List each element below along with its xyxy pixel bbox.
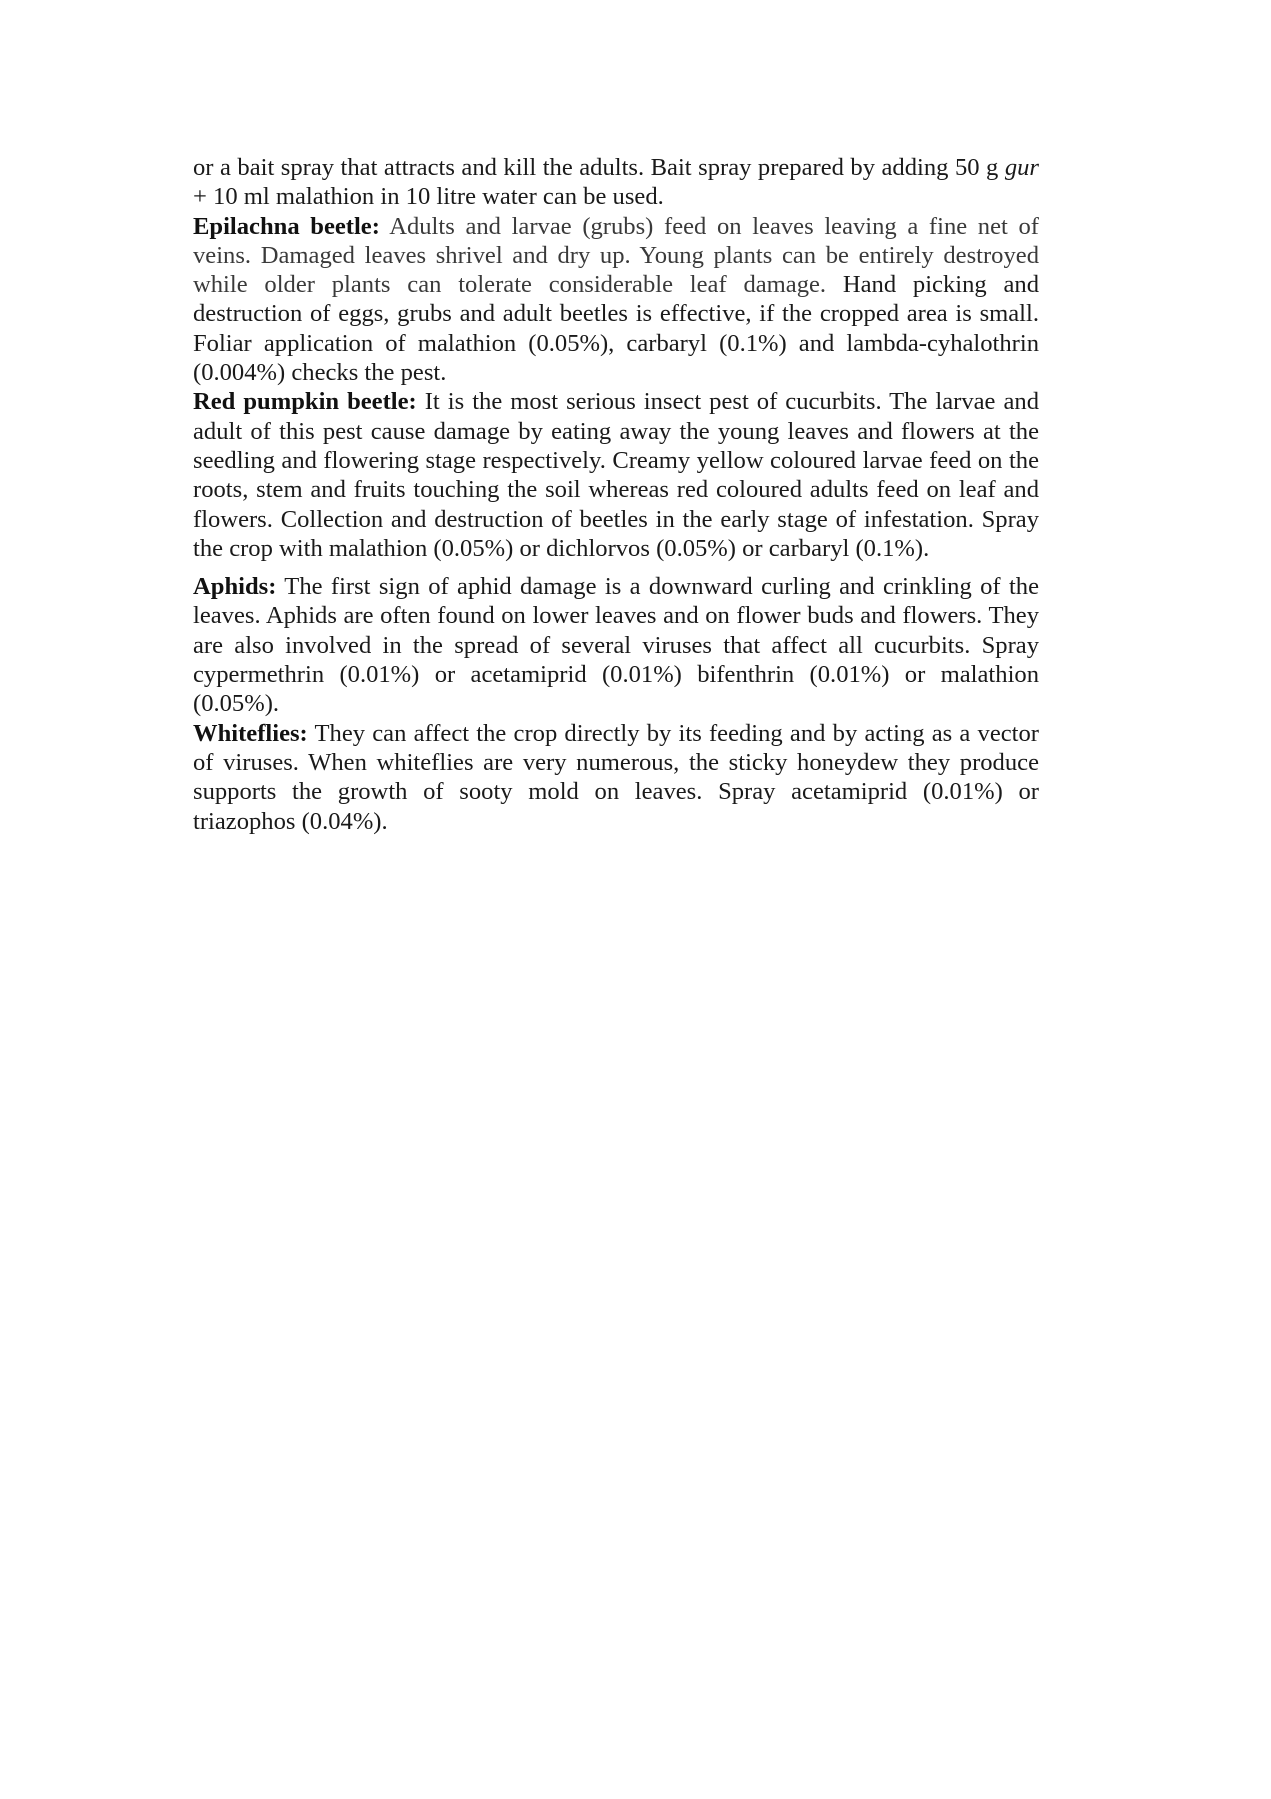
bait-spray-text-2: + 10 ml malathion in 10 litre water can be used. bbox=[193, 183, 664, 211]
aphids-text: The first sign of aphid damage is a downward curling and crinkling of the leaves. Aphids are often found on lower leaves and on flower buds and flowers. They are also involved in the spread of several viruses that affect all cucurbits. Spray cypermethrin (0.01%) or acetamiprid (0.01%) bifenthrin (0.01%) or malathion (0.05%). bbox=[193, 573, 1039, 718]
bait-spray-italic-term: gur bbox=[1004, 154, 1039, 181]
bait-spray-text-1: or a bait spray that attracts and kill the adults. Bait spray prepared by adding 50 g bbox=[193, 154, 1005, 181]
document-body bbox=[193, 153, 1039, 836]
whiteflies-heading: Whiteflies: bbox=[193, 719, 308, 747]
aphids-heading: Aphids: bbox=[193, 573, 277, 601]
red-pumpkin-beetle-heading: Red pumpkin beetle: bbox=[193, 388, 417, 416]
epilachna-beetle-text-2: Hand picking and destruction of eggs, grubs and adult beetles is effective, if the cropped area is small. Foliar application of malathion (0.05%), carbaryl (0.1%) and lambda-cyhalothrin (0.004%) checks the pest. bbox=[193, 271, 1039, 387]
whiteflies-text: They can affect the crop directly by its feeding and by acting as a vector of viruses. When whiteflies are very numerous, the sticky honeydew they produce supports the growth of sooty mold on leaves. Spray acetamiprid (0.01%) or triazophos (0.04%). bbox=[193, 719, 1039, 835]
paragraph-whiteflies bbox=[193, 719, 1039, 836]
epilachna-beetle-text-1: Adults and larvae (grubs) feed on leaves leaving a fine net of veins. Damaged leaves shrivel and dry up. Young plants can be entirely destroyed while older plants can tolerate considerable leaf damage. bbox=[193, 212, 1039, 299]
paragraph-epilachna-beetle bbox=[193, 212, 1039, 388]
paragraph-aphids bbox=[193, 572, 1039, 718]
paragraph-red-pumpkin-beetle bbox=[193, 387, 1039, 563]
paragraph-bait-spray bbox=[193, 153, 1039, 212]
epilachna-beetle-heading: Epilachna beetle: bbox=[193, 212, 380, 240]
red-pumpkin-beetle-text: It is the most serious insect pest of cucurbits. The larvae and adult of this pest cause damage by eating away the young leaves and flowers at the seedling and flowering stage respectively. Creamy yellow coloured larvae feed on the roots, stem and fruits touching the soil whereas red coloured adults feed on leaf and flowers. Collection and destruction of beetles in the early stage of infestation. Spray the crop with malathion (0.05%) or dichlorvos (0.05%) or carbaryl (0.1%). bbox=[193, 388, 1039, 562]
